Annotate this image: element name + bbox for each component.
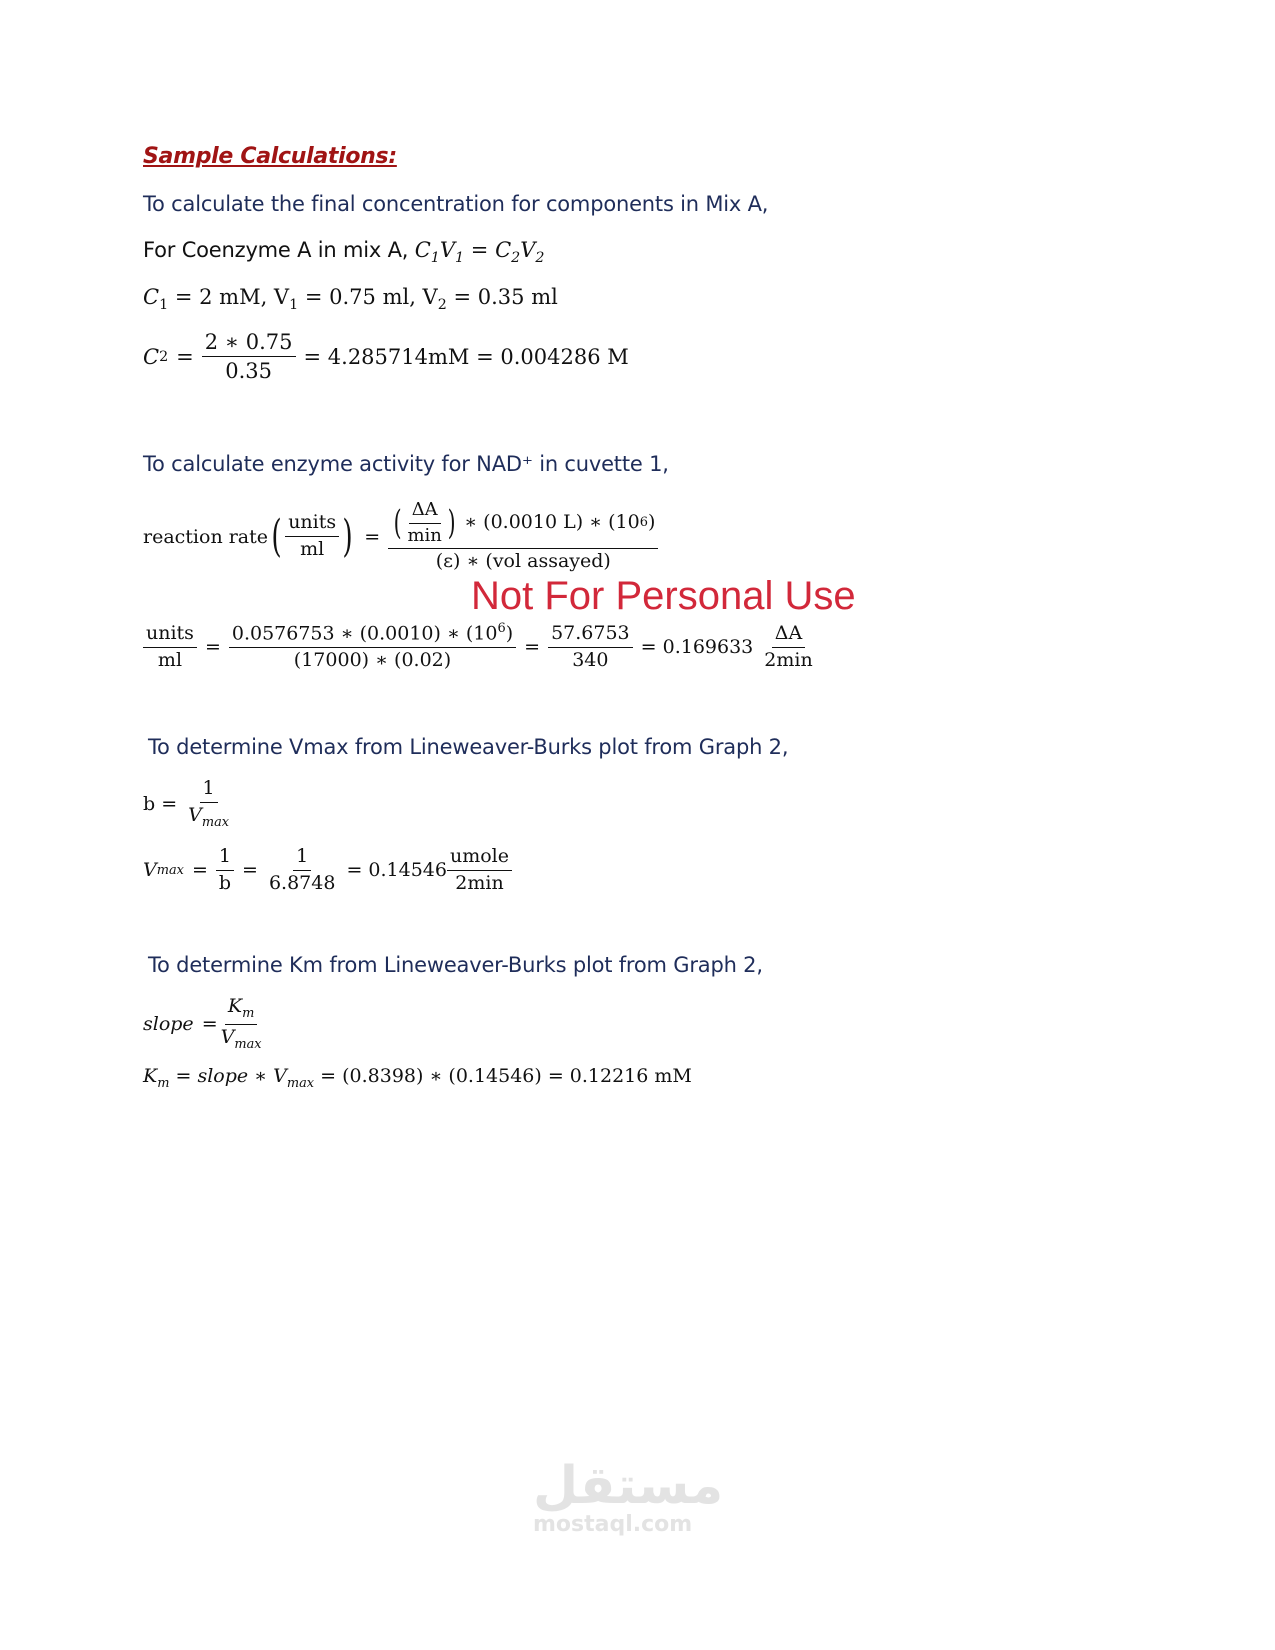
activity-calculation: $\frac{\text{units}}{ml}$ = $\frac{0.0576753 ∗ (0.0010) ∗ (10^6)}{(17000) ∗ (0.02)}$ = $\frac{57.6753}{340}$ = 0.169633 $\frac{\Delta A}{2\min}$ [143, 622, 816, 672]
b-formula: b = $\frac{1}{V_{max}}$ [143, 777, 230, 830]
intro-km: To determine Km from Lineweaver-Burks plot from Graph 2, [148, 953, 763, 977]
km-calculation: $K_m$ = slope ∗ $V_{max} = (0.8398)$ ∗ (0.14546) = 0.12216 mM [143, 1065, 692, 1091]
section-heading: Sample Calculations: [143, 144, 397, 169]
intro-enzyme-activity: To calculate enzyme activity for NAD⁺ in cuvette 1, [143, 452, 669, 476]
known-values-line: $C_1 = 2$ mM, $V_1 = 0.75$ ml, $V_2 = 0.35$ ml [143, 285, 558, 314]
vmax-calculation: V max = $\frac{1}{b}$ = $\frac{1}{6.8748}$ = 0.14546 $\frac{\text{umole}}{2\min}$ [143, 846, 512, 895]
c2-calculation: C 2 = $\frac{2 ∗ 0.75}{0.35}$ = 4.285714mM = 0.004286 M [143, 330, 629, 384]
dilution-formula: $C_1V_1 = C_2V_2$ [414, 238, 545, 267]
rate-fraction: ( $\frac{\Delta A}{\min}$ ) ∗ (0.0010 L) ∗ (10 6 ) (ε) ∗ (vol assayed) [388, 500, 658, 573]
intro-final-concentration: To calculate the final concentration for components in Mix A, [143, 192, 769, 216]
mostaql-logo: مستقل [533, 1456, 724, 1516]
coenzyme-equation-line [143, 238, 544, 266]
watermark-text: Not For Personal Use [471, 574, 856, 618]
mostaql-url: mostaql.com [533, 1512, 693, 1537]
intro-vmax: To determine Vmax from Lineweaver-Burks plot from Graph 2, [148, 735, 789, 759]
reaction-rate-formula: reaction rate ( $\frac{\text{units}}{ml}$ ) = ( $\frac{\Delta A}{\min}$ ) ∗ (0.0010 L) ∗ (10 6 ) (ε) ∗ (vol assayed) [143, 500, 658, 573]
coenzyme-label: For Coenzyme A in mix A, [143, 238, 415, 262]
c2-fraction: $\frac{2 ∗ 0.75}{0.35}$ [202, 330, 296, 383]
slope-formula: slope = $\frac{K_m}{V_{max}}$ [143, 995, 262, 1052]
